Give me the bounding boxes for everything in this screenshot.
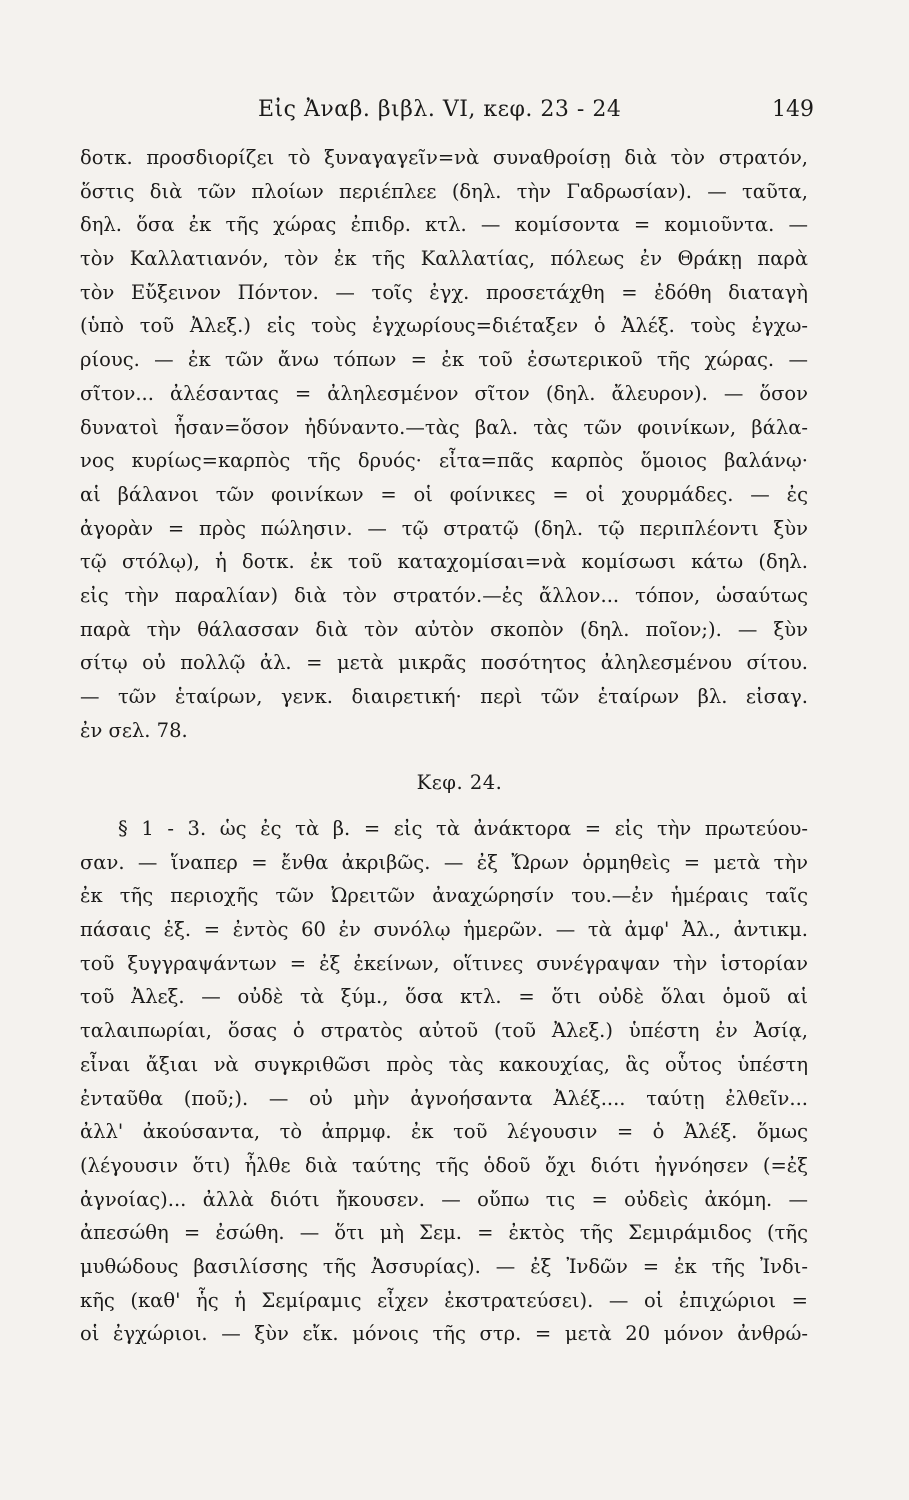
text-line: εἰς τὴν παραλίαν) διὰ τὸν στρατόν.—ἐς ἄλλον... τόπον, ὡσαύτως — [80, 583, 808, 607]
commentary-chapter-24 — [80, 812, 808, 1351]
text-line: σίτῳ οὐ πολλῷ ἀλ. = μετὰ μικρᾶς ποσότητος ἀληλεσμένου σίτου. — [80, 651, 808, 675]
commentary-chapter-23 — [80, 141, 808, 747]
text-line: σαν. — ἵναπερ = ἔνθα ἀκριβῶς. — ἐξ Ὤρων ὁρμηθεὶς = μετὰ τὴν — [80, 850, 808, 874]
text-line: σῖτον... ἀλέσαντας = ἀληλεσμένον σῖτον (δηλ. ἄλευρον). — ὅσον — [80, 381, 808, 405]
text-line: αἱ βάλανοι τῶν φοινίκων = οἱ φοίνικες = οἱ χουρμάδες. — ἐς — [80, 482, 808, 506]
text-line: (ὑπὸ τοῦ Ἀλεξ.) εἰς τοὺς ἐγχωρίους=διέταξεν ὁ Ἀλέξ. τοὺς ἐγχω- — [80, 314, 808, 338]
text-line: ἀγνοίας)... ἀλλὰ διότι ἤκουσεν. — οὔπω τις = οὐδεὶς ἀκόμη. — — [80, 1187, 808, 1211]
page-number: 149 — [772, 97, 814, 122]
text-line: κῆς (καθ' ἧς ἡ Σεμίραμις εἶχεν ἐκστρατεύσει). — οἱ ἐπιχώριοι = — [80, 1288, 808, 1312]
text-line: (λέγουσιν ὅτι) ἦλθε διὰ ταύτης τῆς ὁδοῦ ὄχι διότι ἠγνόησεν (=ἐξ — [80, 1153, 808, 1177]
text-line: ἀπεσώθη = ἐσώθη. — ὅτι μὴ Σεμ. = ἐκτὸς τῆς Σεμιράμιδος (τῆς — [80, 1221, 808, 1245]
text-line: οἱ ἐγχώριοι. — ξὺν εἴκ. μόνοις τῆς στρ. = μετὰ 20 μόνον ἀνθρώ- — [80, 1322, 808, 1346]
text-line: πάσαις ἑξ. = ἐντὸς 60 ἐν συνόλῳ ἡμερῶν. — τὰ ἀμφ' Ἀλ., ἀντικμ. — [80, 918, 808, 942]
text-line: ἐνταῦθα (ποῦ;). — οὐ μὴν ἀγνοήσαντα Ἀλέξ.... ταύτῃ ἐλθεῖν... — [80, 1086, 808, 1110]
text-line: δυνατοὶ ἦσαν=ὅσον ἠδύναντο.—τὰς βαλ. τὰς τῶν φοινίκων, βάλα- — [80, 415, 808, 439]
text-line: εἶναι ἄξιαι νὰ συγκριθῶσι πρὸς τὰς κακουχίας, ἃς οὗτος ὑπέστη — [80, 1052, 808, 1076]
text-line: ὅστις διὰ τῶν πλοίων περιέπλεε (δηλ. τὴν Γαδρωσίαν). — ταῦτα, — [80, 179, 808, 203]
text-line: ταλαιπωρίαι, ὅσας ὁ στρατὸς αὐτοῦ (τοῦ Ἀλεξ.) ὑπέστη ἐν Ἀσίᾳ, — [80, 1019, 808, 1043]
text-line: νος κυρίως=καρπὸς τῆς δρυός· εἶτα=πᾶς καρπὸς ὅμοιος βαλάνῳ· — [80, 449, 808, 473]
text-line: ἀλλ' ἀκούσαντα, τὸ ἀπρμφ. ἐκ τοῦ λέγουσιν = ὁ Ἀλέξ. ὅμως — [80, 1120, 808, 1144]
running-head: Εἰς Ἀναβ. βιβλ. VI, κεφ. 23 - 24 — [258, 97, 622, 122]
text-line: τὸν Εὔξεινον Πόντον. — τοῖς ἐγχ. προσετάχθη = ἐδόθη διαταγὴ — [80, 280, 808, 304]
text-line: ἀγορὰν = πρὸς πώλησιν. — τῷ στρατῷ (δηλ. τῷ περιπλέοντι ξὺν — [80, 516, 808, 540]
text-line: ἐκ τῆς περιοχῆς τῶν Ὠρειτῶν ἀναχώρησίν του.—ἐν ἡμέραις ταῖς — [80, 884, 808, 908]
text-line: § 1 - 3. ὡς ἐς τὰ β. = εἰς τὰ ἀνάκτορα = εἰς τὴν πρωτεύου- — [118, 817, 808, 840]
text-line: ἐν σελ. 78. — [80, 718, 188, 742]
section-heading: Κεφ. 24. — [416, 771, 503, 794]
text-line: — τῶν ἑταίρων, γενκ. διαιρετική· περὶ τῶν ἑταίρων βλ. εἰσαγ. — [80, 685, 808, 708]
text-line: τὸν Καλλατιανόν, τὸν ἐκ τῆς Καλλατίας, πόλεως ἐν Θράκῃ παρὰ — [80, 247, 808, 271]
text-line: τοῦ Ἀλεξ. — οὐδὲ τὰ ξύμ., ὅσα κτλ. = ὅτι οὐδὲ ὅλαι ὁμοῦ αἱ — [80, 985, 808, 1009]
text-line: δηλ. ὅσα ἐκ τῆς χώρας ἐπιδρ. κτλ. — κομίσοντα = κομιοῦντα. — — [80, 213, 808, 237]
text-line: τοῦ ξυγγραψάντων = ἐξ ἐκείνων, οἵτινες συνέγραψαν τὴν ἱστορίαν — [80, 951, 808, 975]
text-line: ρίους. — ἐκ τῶν ἄνω τόπων = ἐκ τοῦ ἐσωτερικοῦ τῆς χώρας. — — [80, 348, 808, 372]
text-line: μυθώδους βασιλίσσης τῆς Ἀσσυρίας). — ἐξ Ἰνδῶν = ἐκ τῆς Ἰνδι- — [80, 1254, 808, 1278]
text-line: τῷ στόλῳ), ἡ δοτκ. ἐκ τοῦ καταχομίσαι=νὰ κομίσωσι κάτω (δηλ. — [80, 550, 808, 574]
text-line: δοτκ. προσδιορίζει τὸ ξυναγαγεῖν=νὰ συναθροίσῃ διὰ τὸν στρατόν, — [80, 146, 808, 169]
text-line: παρὰ τὴν θάλασσαν διὰ τὸν αὐτὸν σκοπὸν (δηλ. ποῖον;). — ξὺν — [80, 617, 808, 641]
